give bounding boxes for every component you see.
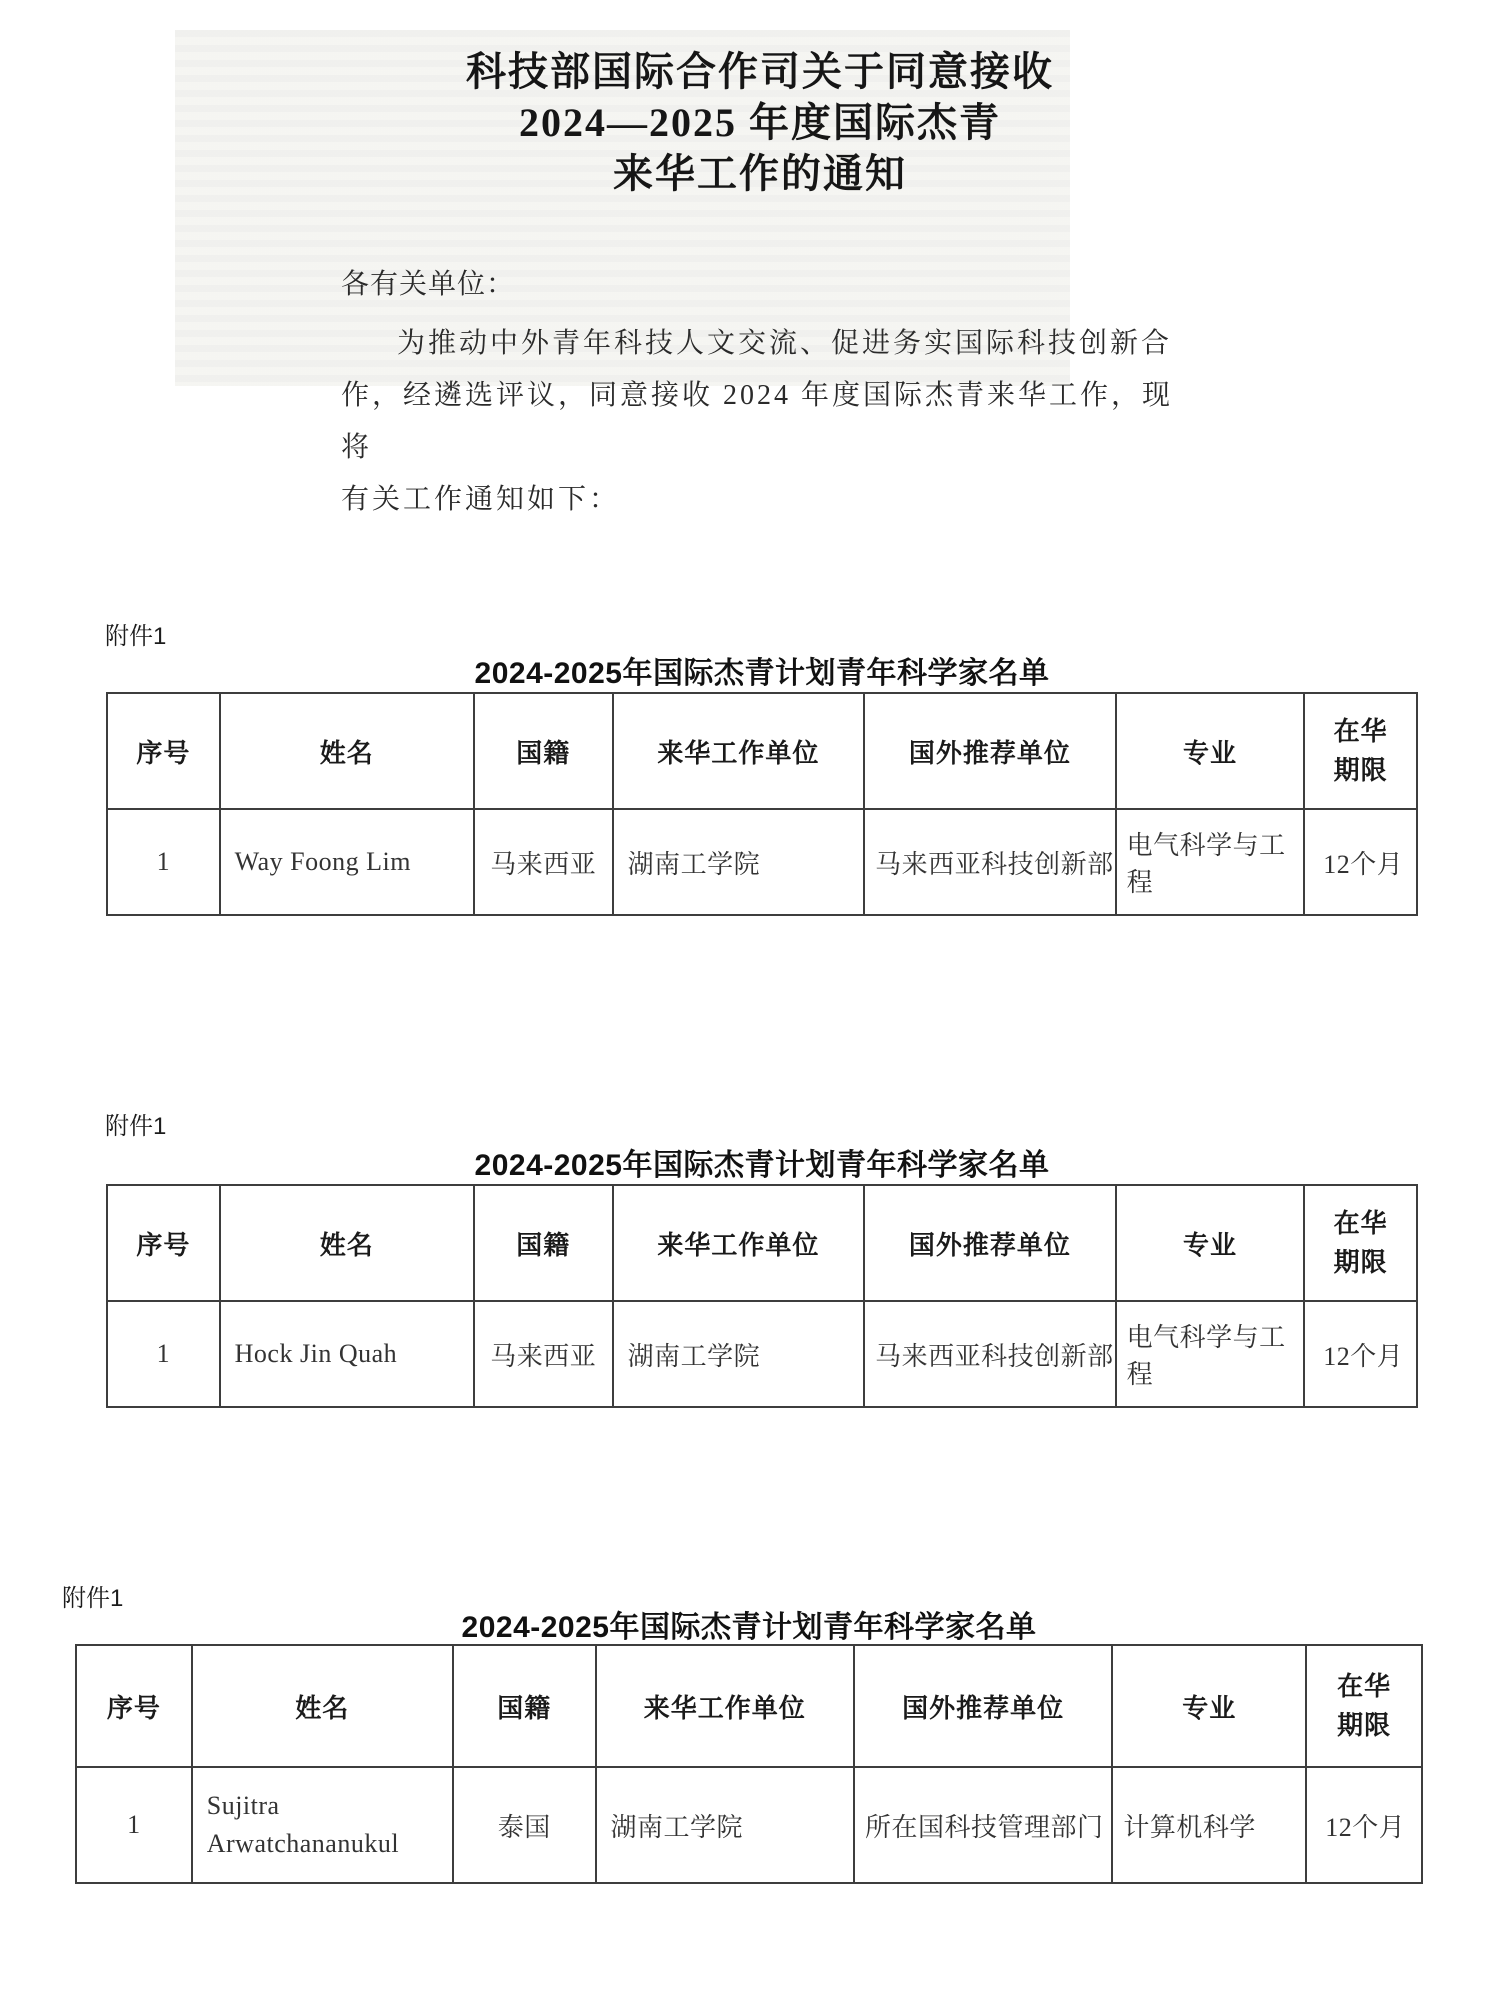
cell-host-institution: 湖南工学院 bbox=[596, 1767, 854, 1883]
cell-specialty: 电气科学与工程 bbox=[1116, 1301, 1305, 1407]
cell-recommending-institution: 马来西亚科技创新部 bbox=[864, 1301, 1116, 1407]
cell-index: 1 bbox=[76, 1767, 192, 1883]
cell-nationality: 马来西亚 bbox=[474, 1301, 613, 1407]
header-cell-recommending-institution: 国外推荐单位 bbox=[864, 693, 1116, 809]
cell-index: 1 bbox=[107, 809, 220, 915]
header-cell-name: 姓名 bbox=[220, 693, 474, 809]
header-cell-duration bbox=[1304, 1185, 1417, 1301]
cell-host-institution: 湖南工学院 bbox=[613, 1301, 865, 1407]
header-cell-specialty: 专业 bbox=[1116, 693, 1305, 809]
cell-specialty: 计算机科学 bbox=[1112, 1767, 1306, 1883]
header-cell-index: 序号 bbox=[107, 693, 220, 809]
table-title-3: 2024-2025年国际杰青计划青年科学家名单 bbox=[461, 1611, 1037, 1644]
header-cell-host-institution: 来华工作单位 bbox=[613, 693, 865, 809]
table-title-2: 2024-2025年国际杰青计划青年科学家名单 bbox=[474, 1149, 1050, 1182]
table-row bbox=[107, 1301, 1417, 1407]
body-line-2: 作，经遴选评议，同意接收 2024 年度国际杰青来华工作，现将 bbox=[341, 380, 1174, 463]
attachment-label-3: 附件1 bbox=[62, 1585, 124, 1612]
cell-specialty: 电气科学与工程 bbox=[1116, 809, 1305, 915]
header-cell-recommending-institution: 国外推荐单位 bbox=[864, 1185, 1116, 1301]
cell-recommending-institution: 马来西亚科技创新部 bbox=[864, 809, 1116, 915]
header-cell-name: 姓名 bbox=[192, 1645, 453, 1767]
table-row bbox=[107, 809, 1417, 915]
header-duration-text: 在华期限 bbox=[1333, 1208, 1388, 1277]
header-cell-name: 姓名 bbox=[220, 1185, 474, 1301]
header-cell-recommending-institution: 国外推荐单位 bbox=[854, 1645, 1112, 1767]
cell-host-institution: 湖南工学院 bbox=[613, 809, 865, 915]
header-cell-duration bbox=[1304, 693, 1417, 809]
roster-table-3 bbox=[75, 1644, 1423, 1884]
cell-duration: 12个月 bbox=[1304, 1301, 1417, 1407]
attachment-label-2: 附件1 bbox=[105, 1113, 167, 1140]
table-title-1: 2024-2025年国际杰青计划青年科学家名单 bbox=[474, 657, 1050, 690]
notice-title-line-3: 来华工作的通知 bbox=[613, 151, 907, 196]
table-header-row bbox=[76, 1645, 1422, 1767]
cell-nationality: 泰国 bbox=[453, 1767, 596, 1883]
header-duration-text: 在华期限 bbox=[1333, 716, 1388, 785]
cell-name: Way Foong Lim bbox=[220, 809, 474, 915]
header-cell-nationality: 国籍 bbox=[453, 1645, 596, 1767]
roster-table-1 bbox=[106, 692, 1418, 916]
cell-nationality: 马来西亚 bbox=[474, 809, 613, 915]
notice-title bbox=[360, 46, 1160, 199]
header-cell-host-institution: 来华工作单位 bbox=[613, 1185, 865, 1301]
cell-duration: 12个月 bbox=[1304, 809, 1417, 915]
cell-recommending-institution: 所在国科技管理部门 bbox=[854, 1767, 1112, 1883]
attachment-label-1: 附件1 bbox=[105, 623, 167, 650]
roster-table-2 bbox=[106, 1184, 1418, 1408]
notice-title-line-2: 2024—2025 年度国际杰青 bbox=[519, 100, 1001, 145]
header-cell-nationality: 国籍 bbox=[474, 693, 613, 809]
cell-name: Hock Jin Quah bbox=[220, 1301, 474, 1407]
body-line-3: 有关工作通知如下： bbox=[341, 484, 621, 515]
table-header-row bbox=[107, 1185, 1417, 1301]
salutation: 各有关单位： bbox=[341, 269, 516, 300]
cell-name: Sujitra Arwatchananukul bbox=[192, 1767, 453, 1883]
cell-index: 1 bbox=[107, 1301, 220, 1407]
body-line-1: 为推动中外青年科技人文交流、促进务实国际科技创新合 bbox=[397, 328, 1173, 359]
header-cell-specialty: 专业 bbox=[1116, 1185, 1305, 1301]
header-cell-duration bbox=[1306, 1645, 1422, 1767]
header-cell-host-institution: 来华工作单位 bbox=[596, 1645, 854, 1767]
header-cell-nationality: 国籍 bbox=[474, 1185, 613, 1301]
notice-title-line-1: 科技部国际合作司关于同意接收 bbox=[466, 49, 1054, 94]
header-duration-text: 在华期限 bbox=[1337, 1671, 1392, 1740]
header-cell-specialty: 专业 bbox=[1112, 1645, 1306, 1767]
table-row bbox=[76, 1767, 1422, 1883]
header-cell-index: 序号 bbox=[107, 1185, 220, 1301]
header-cell-index: 序号 bbox=[76, 1645, 192, 1767]
table-header-row bbox=[107, 693, 1417, 809]
cell-duration: 12个月 bbox=[1306, 1767, 1422, 1883]
notice-body bbox=[341, 318, 1181, 526]
